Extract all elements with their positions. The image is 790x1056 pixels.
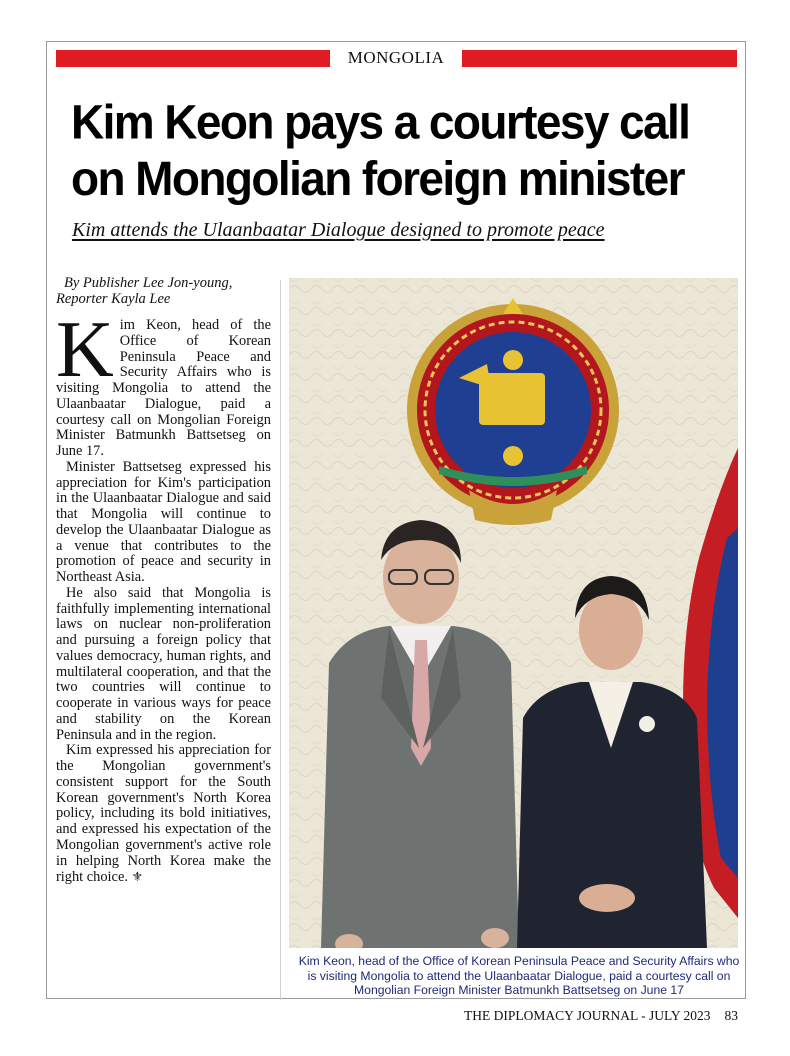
page-footer bbox=[464, 1008, 754, 1024]
paragraph-3: He also said that Mongolia is faithfully implementing international laws on nuclear non-proliferation and pursuing a foreign policy that values democracy, human rights, and multilateral cooperation, and that the two countries will continue to cooperate in various ways for peace and stability on the Korean Peninsula and in the region. bbox=[56, 584, 271, 743]
column-divider bbox=[280, 280, 281, 1000]
page-number: 83 bbox=[724, 1008, 739, 1023]
paragraph-2: Minister Battsetseg expressed his appreciation for Kim's participation in the Ulaanbaatar Dialogue and said that Mongolia will continue to develop the Ulaanbaatar Dialogue as a venue that contributes to the promotion of peace and security in Northeast Asia. bbox=[56, 458, 271, 585]
paragraph-1 bbox=[56, 306, 271, 460]
paragraph-4 bbox=[56, 743, 271, 886]
subheadline: Kim attends the Ulaanbaatar Dialogue designed to promote peace bbox=[72, 219, 605, 241]
article-body bbox=[56, 306, 271, 886]
section-label: MONGOLIA bbox=[347, 48, 445, 67]
article-photo bbox=[289, 278, 738, 948]
section-bar-left bbox=[56, 50, 330, 67]
paragraph-1-text: im Keon, head of the Office of Korean Peninsula Peace and Security Affairs who is visiting Mongolia to attend the Ulaanbaatar Dialogue, paid a courtesy call on Mongolian Foreign Minister Batmunkh Battsetseg on June 17. bbox=[56, 317, 271, 459]
photo-illustration bbox=[289, 278, 738, 948]
section-bar-right bbox=[462, 50, 737, 67]
headline-line-1: Kim Keon pays a courtesy call bbox=[71, 95, 690, 150]
headline-line-2: on Mongolian foreign minister bbox=[71, 151, 684, 206]
byline: By Publisher Lee Jon-young, Reporter Kayla Lee bbox=[56, 275, 233, 307]
end-mark-icon: ⚜ bbox=[131, 869, 144, 885]
photo-caption: Kim Keon, head of the Office of Korean Peninsula Peace and Security Affairs who is visiting Mongolia to attend the Ulaanbaatar Dialogue, paid a courtesy call on Mongolian Foreign Minister Batmunkh Battsetseg on June 17 bbox=[298, 954, 740, 997]
paragraph-4-text: Kim expressed his appreciation for the Mongolian government's consistent support for the South Korean government's North Korea policy, including its bold initiatives, and expressed his expectation of the Mongolian government's active role in helping North Korea make the right choice. bbox=[56, 742, 271, 886]
headline bbox=[71, 94, 731, 206]
drop-cap: K bbox=[56, 306, 114, 394]
publication-name: THE DIPLOMACY JOURNAL - JULY 2023 bbox=[464, 1008, 711, 1023]
